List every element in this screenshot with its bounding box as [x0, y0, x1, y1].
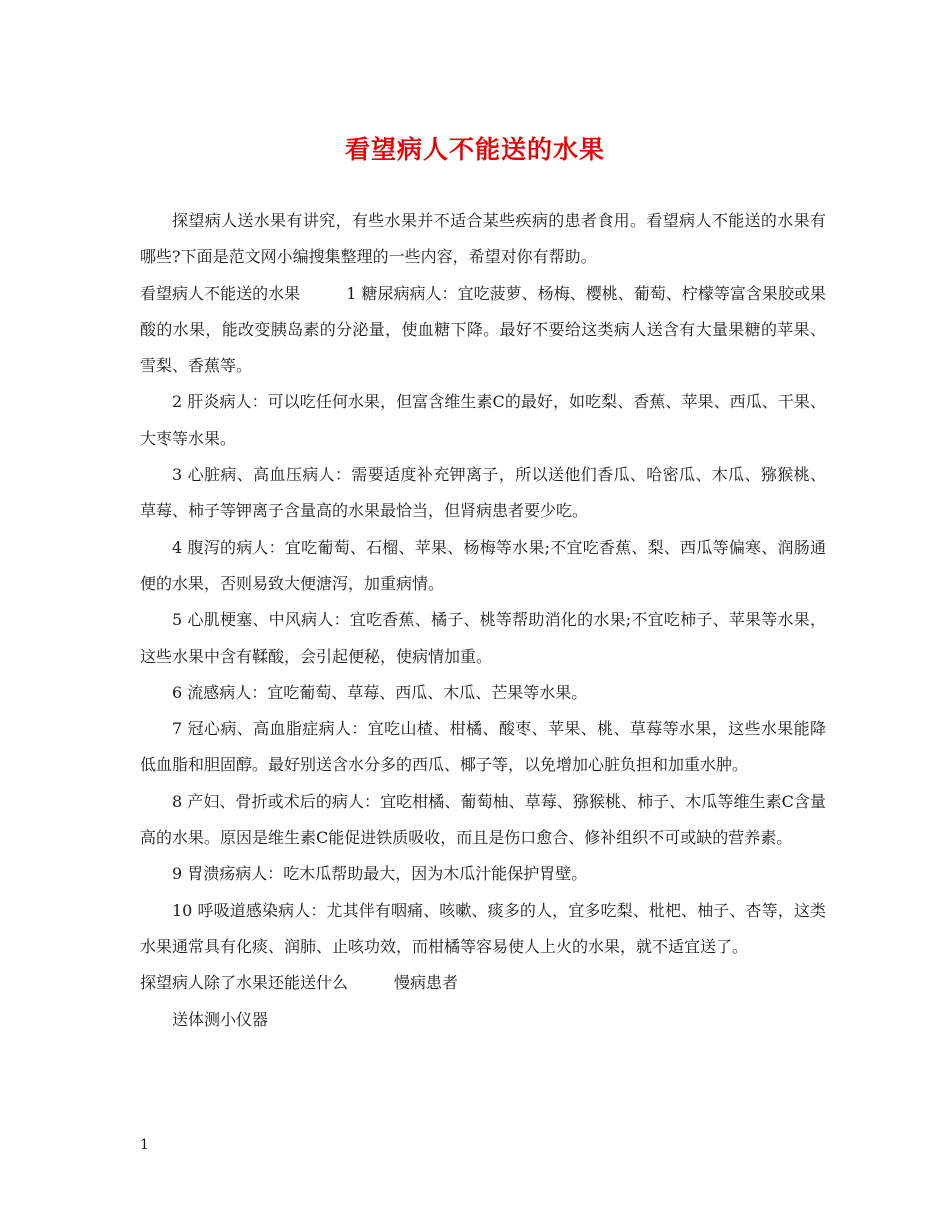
- item-paragraph-9: 9 胃溃疡病人：吃木瓜帮助最大，因为木瓜汁能保护胃壁。: [172, 864, 588, 884]
- section-heading-gifts-line: [140, 965, 826, 1001]
- item-paragraph-4: 4 腹泻的病人：宜吃葡萄、石榴、苹果、杨梅等水果;不宜吃香蕉、梨、西瓜等偏寒、润肠通便的水果，否则易致大便溏泻，加重病情。: [140, 537, 826, 593]
- item-paragraph-7: 7 冠心病、高血脂症病人：宜吃山楂、柑橘、酸枣、苹果、桃、草莓等水果，这些水果能降低血脂和胆固醇。最好别送含水分多的西瓜、椰子等，以免增加心脏负担和加重水肿。: [140, 719, 826, 775]
- item-paragraph-1: [140, 276, 826, 385]
- section-subheading-chronic: 慢病患者: [394, 973, 459, 993]
- item-paragraph-6: 6 流感病人：宜吃葡萄、草莓、西瓜、木瓜、芒果等水果。: [172, 682, 588, 702]
- intro-paragraph: 探望病人送水果有讲究，有些水果并不适合某些疾病的患者食用。看望病人不能送的水果有哪些?下面是范文网小编搜集整理的一些内容，希望对你有帮助。: [140, 211, 826, 267]
- item-paragraph-10: 10 呼吸道感染病人：尤其伴有咽痛、咳嗽、痰多的人，宜多吃梨、枇杷、柚子、杏等，这类水果通常具有化痰、润肺、止咳功效，而柑橘等容易使人上火的水果，就不适宜送了。: [140, 900, 826, 956]
- document-body: [140, 203, 826, 1038]
- item-paragraph-8: 8 产妇、骨折或术后的病人：宜吃柑橘、葡萄柚、草莓、猕猴桃、柿子、木瓜等维生素C含量高的水果。原因是维生素C能促进铁质吸收，而且是伤口愈合、修补组织不可或缺的营养素。: [140, 791, 826, 848]
- item-paragraph-5: 5 心肌梗塞、中风病人：宜吃香蕉、橘子、桃等帮助消化的水果;不宜吃柿子、苹果等水果，这些水果中含有鞣酸，会引起便秘，使病情加重。: [140, 610, 826, 666]
- item-paragraph-3: 3 心脏病、高血压病人：需要适度补充钾离子，所以送他们香瓜、哈密瓜、木瓜、猕猴桃、草莓、柿子等钾离子含量高的水果最恰当，但肾病患者要少吃。: [140, 465, 826, 521]
- section-heading-fruits: 看望病人不能送的水果: [140, 283, 301, 303]
- section-heading-gifts: 探望病人除了水果还能送什么: [140, 973, 349, 993]
- page-number: 1: [140, 1137, 149, 1153]
- document-title: 看望病人不能送的水果: [344, 135, 605, 164]
- gift-paragraph: 送体测小仪器: [172, 1009, 269, 1029]
- item-text-1: 1 糖尿病病人：宜吃菠萝、杨梅、樱桃、葡萄、柠檬等富含果胶或果酸的水果，能改变胰岛素的分泌量，使血糖下降。最好不要给这类病人送含有大量果糖的苹果、雪梨、香蕉等。: [140, 283, 826, 376]
- item-paragraph-2: 2 肝炎病人：可以吃任何水果，但富含维生素C的最好，如吃梨、香蕉、苹果、西瓜、干果、大枣等水果。: [140, 392, 826, 448]
